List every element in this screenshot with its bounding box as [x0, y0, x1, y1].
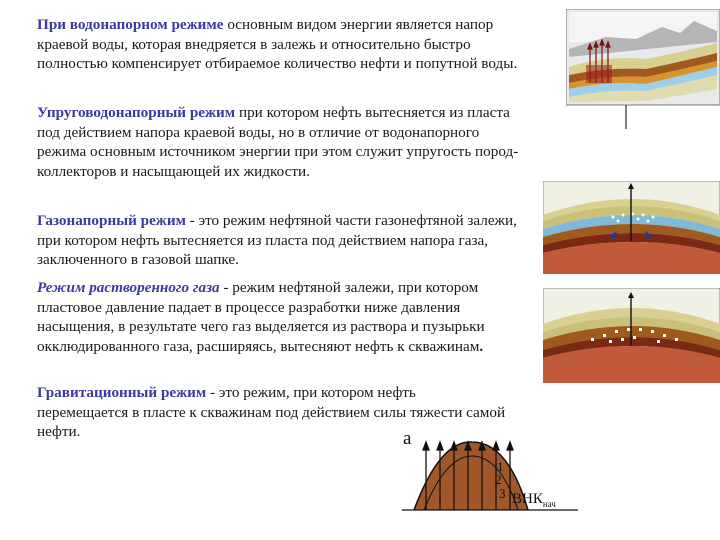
text-solution-gas-drive: - режим нефтяной залежи, при котором пластовое давление падает в процессе разработки ниже давления насыщения, в результате чего газ выделяется из раствора и пузырьки окклюдированного газа, расширяясь, вытесняют нефть к скважинам	[37, 279, 485, 355]
gas-cap-drive-figure	[543, 181, 720, 274]
term-solution-gas-drive: Режим растворенного газа	[37, 279, 220, 296]
paragraph-water-drive	[37, 15, 527, 74]
gravity-label-3: 3	[499, 486, 506, 501]
text-gas-cap-drive: - это режим нефтяной части газонефтяной залежи, при котором нефть вытесняется из пласта под действием напора газа, заключенного в газовой шапке.	[37, 212, 517, 269]
gravity-label-1: 1	[497, 459, 504, 474]
text-elastic-water-drive: при котором нефть вытесняется из пласта под действием напора краевой воды, но в отличие от водонапорного режима основным источником энергии при этом служит упругость пород-коллекторов и насыщающей их жидкости.	[37, 104, 519, 180]
term-water-drive: При водонапорном режиме	[37, 16, 224, 33]
term-elastic-water-drive: Упруговодонапорный режим	[37, 104, 236, 121]
text-gravity-drive: - это режим, при котором нефть перемещается в пласте к скважинам под действием силы тяжести самой нефти.	[37, 384, 506, 441]
text-water-drive: основным видом энергии является напор краевой воды, которая внедряется в залежь и относительно быстро полностью компенсирует отбираемое количество нефти и попутной воды.	[37, 16, 518, 73]
paragraph-gas-cap-drive	[37, 211, 527, 270]
term-gravity-drive: Гравитационный режим	[37, 384, 207, 401]
gravity-label-vnk-sub: нач	[542, 499, 556, 509]
term-gas-cap-drive: Газонапорный режим	[37, 212, 186, 229]
water-drive-figure	[566, 9, 720, 129]
text-solution-gas-drive-end: .	[479, 337, 484, 355]
paragraph-solution-gas-drive	[37, 278, 527, 356]
paragraph-elastic-water-drive	[37, 103, 527, 181]
gravity-drive-figure	[400, 430, 580, 530]
gravity-label-vnk	[512, 491, 556, 509]
gravity-label-a: а	[403, 428, 412, 449]
solution-gas-drive-figure	[543, 288, 720, 383]
gravity-label-vnk-main: ВНК	[512, 491, 543, 507]
gravity-label-2: 2	[495, 472, 502, 487]
